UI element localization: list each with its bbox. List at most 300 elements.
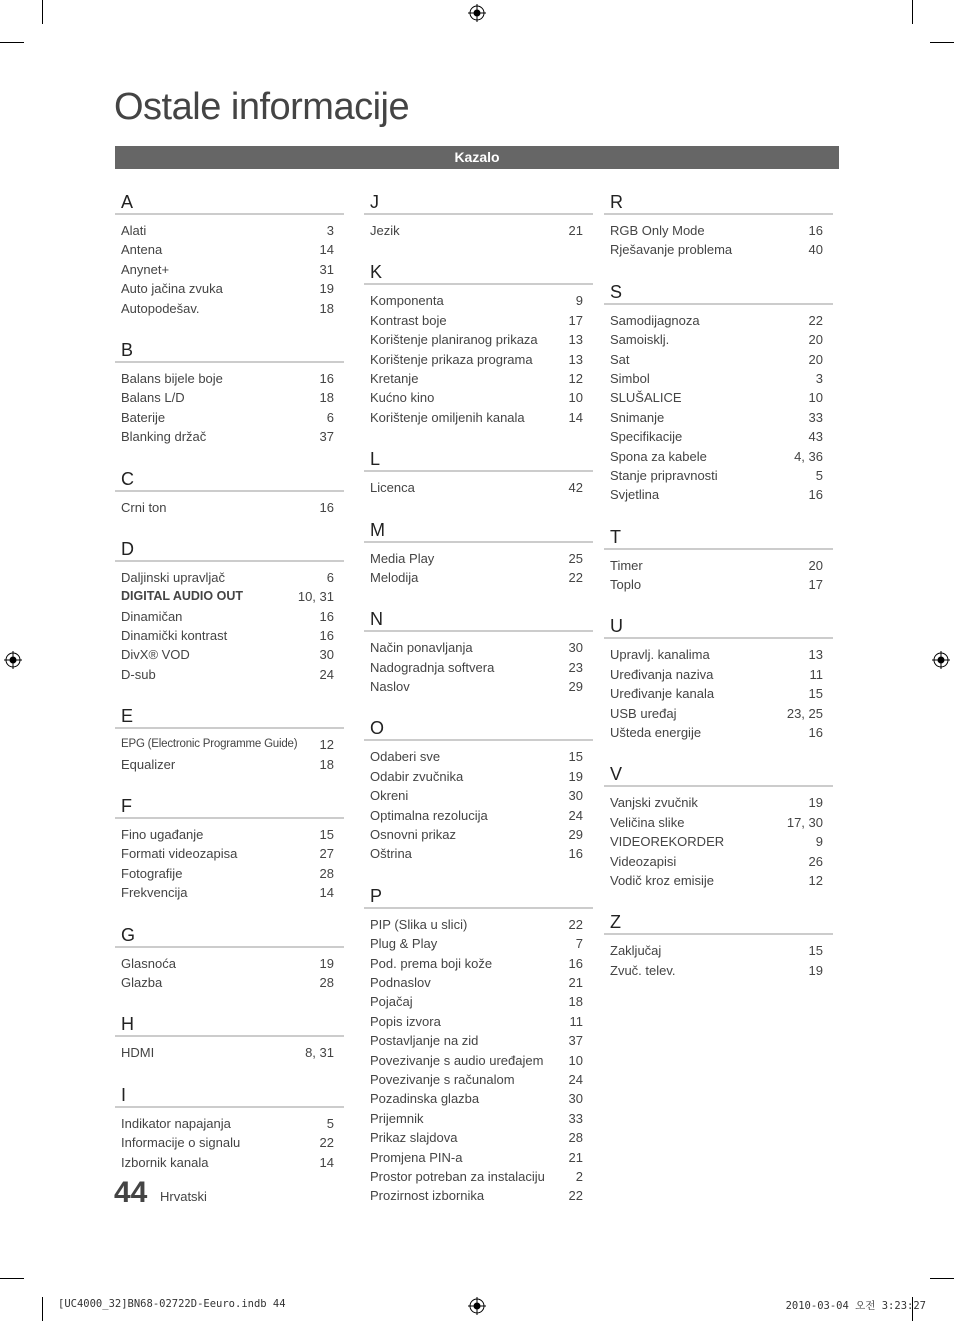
index-entry [364, 1148, 593, 1167]
index-entry [364, 1031, 593, 1050]
index-entry [115, 973, 344, 992]
index-term: Simbol [610, 370, 650, 386]
index-page-ref: 19 [808, 962, 823, 978]
index-term: SLUŠALICE [610, 390, 682, 406]
index-entry [364, 844, 593, 863]
index-page-ref: 37 [568, 1033, 583, 1049]
index-page-ref: 17 [568, 312, 583, 328]
index-term: Jezik [370, 223, 400, 238]
index-page-ref: 18 [319, 756, 334, 772]
index-entry [364, 825, 593, 844]
index-section [604, 525, 833, 595]
registration-mark-icon [4, 651, 22, 669]
index-term: Prozirnost izbornika [370, 1188, 485, 1204]
index-term: Spona za kabele [610, 448, 707, 464]
index-column-1 [115, 190, 344, 1192]
index-term: Nadogradnja softvera [370, 659, 495, 675]
index-term: Balans bijele boje [121, 370, 223, 386]
index-term: Kretanje [370, 370, 419, 386]
index-page-ref: 16 [568, 846, 583, 862]
index-section [604, 762, 833, 890]
index-entry [604, 645, 833, 664]
index-page-ref: 15 [808, 686, 823, 702]
index-term: Formati videozapisa [121, 846, 238, 862]
index-page-ref: 22 [808, 312, 823, 328]
index-page-ref: 15 [568, 749, 583, 765]
index-page-ref: 16 [808, 487, 823, 503]
index-entry [604, 350, 833, 369]
index-entry [604, 408, 833, 427]
index-term: Korištenje planiranog prikaza [370, 332, 538, 348]
index-entry [115, 755, 344, 774]
index-entry [115, 665, 344, 684]
index-page-ref: 16 [319, 370, 334, 386]
index-term: Dinamički kontrast [121, 628, 228, 644]
index-term: Toplo [610, 577, 642, 593]
index-page-ref: 19 [808, 795, 823, 811]
index-term: Svjetlina [610, 487, 660, 503]
index-page-ref: 30 [568, 788, 583, 804]
index-entry [115, 408, 344, 427]
index-page-ref: 28 [319, 865, 334, 881]
index-term: Pojačaj [370, 994, 413, 1010]
index-page-ref: 14 [568, 409, 583, 425]
index-entry [364, 677, 593, 696]
index-term: Glasnoća [121, 955, 176, 971]
index-term: RGB Only Mode [610, 223, 705, 238]
index-term: Frekvencija [121, 885, 188, 901]
index-term: Zaključaj [610, 943, 662, 959]
index-page-ref: 30 [319, 647, 334, 663]
index-entry [115, 954, 344, 973]
index-entry [115, 498, 344, 517]
index-term: Stanje pripravnosti [610, 467, 718, 483]
index-term: Snimanje [610, 409, 665, 425]
index-page-ref: 31 [319, 261, 334, 277]
index-term: Specifikacije [610, 429, 683, 445]
index-term: D-sub [121, 666, 156, 682]
index-letter: O [364, 716, 593, 741]
index-term: Naslov [370, 679, 410, 695]
index-entry [115, 388, 344, 407]
index-term: Popis izvora [370, 1013, 441, 1029]
index-term: Uređivanja naziva [610, 666, 714, 682]
index-page-ref: 16 [319, 628, 334, 644]
index-entry [115, 221, 344, 240]
index-page-ref: 21 [568, 223, 583, 238]
index-term: Pod. prema boji kože [370, 955, 493, 971]
index-entry [604, 813, 833, 832]
index-term: Daljinski upravljač [121, 569, 226, 585]
index-page-ref: 14 [319, 885, 334, 901]
index-page-ref: 13 [808, 647, 823, 663]
index-letter: J [364, 190, 593, 215]
index-term: Melodija [370, 569, 419, 585]
index-term: Korištenje prikaza programa [370, 351, 533, 367]
crop-mark [42, 0, 43, 24]
index-section [364, 607, 593, 696]
index-page-ref: 19 [319, 955, 334, 971]
index-page-ref: 12 [319, 737, 334, 753]
index-entry [604, 556, 833, 575]
index-page-ref: 21 [568, 974, 583, 990]
index-entry [364, 934, 593, 953]
index-entry [115, 883, 344, 902]
index-term: Plug & Play [370, 936, 438, 952]
index-entry [364, 311, 593, 330]
index-entry [364, 221, 593, 240]
index-entry [604, 311, 833, 330]
index-entry [115, 1043, 344, 1062]
index-page-ref: 21 [568, 1149, 583, 1165]
index-page-ref: 11 [569, 1013, 583, 1029]
index-column-2 [364, 190, 593, 1226]
index-term: Fino ugađanje [121, 827, 204, 843]
index-page-ref: 10 [568, 390, 583, 406]
index-entry [364, 806, 593, 825]
index-entry [604, 871, 833, 890]
index-page-ref: 26 [808, 853, 823, 869]
index-entry [364, 786, 593, 805]
index-term: Timer [610, 557, 643, 573]
index-page-ref: 27 [319, 846, 334, 862]
crop-mark [42, 1297, 43, 1321]
index-term: Glazba [121, 974, 163, 990]
index-letter: H [115, 1012, 344, 1037]
index-page-ref: 24 [319, 666, 334, 682]
index-term: Kontrast boje [370, 312, 447, 328]
index-section [604, 280, 833, 505]
index-term: Dinamičan [121, 608, 183, 624]
index-term: Izbornik kanala [121, 1154, 209, 1170]
index-entry [364, 973, 593, 992]
print-slug-left: [UC4000_32]BN68-02722D-Eeuro.indb 44 [58, 1298, 286, 1310]
index-entry [115, 626, 344, 645]
index-page-ref: 28 [319, 974, 334, 990]
index-page-ref: 16 [808, 223, 823, 238]
index-entry [115, 369, 344, 388]
index-page-ref: 23 [568, 659, 583, 675]
index-letter: M [364, 518, 593, 543]
index-entry [604, 330, 833, 349]
index-term: Odaberi sve [370, 749, 441, 765]
index-entry [604, 793, 833, 812]
index-page-ref: 43 [808, 429, 823, 445]
index-entry [364, 1070, 593, 1089]
index-entry [364, 1186, 593, 1205]
index-term: Antena [121, 242, 163, 258]
index-term: Prostor potreban za instalaciju [370, 1168, 545, 1184]
index-page-ref: 22 [568, 1188, 583, 1204]
index-page-ref: 19 [319, 281, 334, 297]
index-entry [604, 704, 833, 723]
index-term: Videozapisi [610, 853, 677, 869]
index-page-ref: 11 [809, 666, 823, 682]
index-page-ref: 16 [808, 725, 823, 741]
index-page-ref: 29 [568, 827, 583, 843]
index-page-ref: 3 [326, 223, 334, 238]
index-section [364, 447, 593, 497]
index-term: Povezivanje s audio uređajem [370, 1052, 544, 1068]
index-page-ref: 3 [815, 370, 823, 386]
index-column-3 [604, 190, 833, 1000]
index-letter: P [364, 884, 593, 909]
index-page-ref: 13 [568, 351, 583, 367]
index-term: Alati [121, 223, 147, 238]
index-page-ref: 16 [568, 955, 583, 971]
index-entry [604, 447, 833, 466]
index-section [115, 338, 344, 447]
index-term: Autopodešav. [121, 300, 200, 316]
index-letter: D [115, 537, 344, 562]
index-entry [115, 568, 344, 587]
index-page-ref: 12 [808, 872, 823, 888]
index-page-ref: 40 [808, 242, 823, 258]
index-page-ref: 18 [568, 994, 583, 1010]
index-entry [364, 1128, 593, 1147]
index-entry [364, 915, 593, 934]
index-page-ref: 30 [568, 640, 583, 656]
registration-mark-icon [932, 651, 950, 669]
index-section [364, 190, 593, 240]
index-entry [604, 388, 833, 407]
crop-mark [930, 42, 954, 43]
index-entry [604, 466, 833, 485]
index-section [115, 1083, 344, 1172]
index-page-ref: 10 [808, 390, 823, 406]
index-section [364, 260, 593, 427]
index-term: VIDEOREKORDER [610, 834, 725, 850]
index-term: Auto jačina zvuka [121, 281, 223, 297]
crop-mark [930, 1278, 954, 1279]
index-entry [604, 832, 833, 851]
index-page-ref: 13 [568, 332, 583, 348]
index-letter: E [115, 704, 344, 729]
index-entry [364, 388, 593, 407]
index-letter: K [364, 260, 593, 285]
index-entry [604, 665, 833, 684]
index-term: Vodič kroz emisije [610, 872, 715, 888]
index-term: Vanjski zvučnik [610, 795, 698, 811]
index-entry [604, 723, 833, 742]
index-term: Korištenje omiljenih kanala [370, 409, 525, 425]
index-entry [115, 825, 344, 844]
index-page-ref: 22 [568, 916, 583, 932]
index-term: Media Play [370, 550, 435, 566]
index-term: Optimalna rezolucija [370, 807, 488, 823]
index-entry [364, 638, 593, 657]
index-term: Rješavanje problema [610, 242, 733, 258]
index-entry [364, 369, 593, 388]
index-page-ref: 17, 30 [786, 814, 823, 830]
index-entry [364, 1051, 593, 1070]
crop-mark [0, 42, 24, 43]
index-letter: V [604, 762, 833, 787]
index-page-ref: 24 [568, 807, 583, 823]
index-term: Promjena PIN-a [370, 1149, 463, 1165]
index-section [115, 467, 344, 517]
index-term: Zvuč. telev. [610, 962, 676, 978]
index-page-ref: 18 [319, 300, 334, 316]
index-entry [364, 1089, 593, 1108]
index-page-ref: 9 [575, 293, 583, 309]
registration-mark-icon [468, 1297, 486, 1315]
index-page-ref: 19 [568, 768, 583, 784]
index-entry [115, 1114, 344, 1133]
index-section [115, 704, 344, 774]
index-entry [364, 1012, 593, 1031]
index-entry [604, 485, 833, 504]
index-section [115, 794, 344, 903]
index-letter: I [115, 1083, 344, 1108]
index-entry [364, 549, 593, 568]
index-page-ref: 5 [326, 1115, 334, 1131]
print-slug-right: 2010-03-04 오전 3:23:27 [785, 1300, 926, 1312]
index-term: Povezivanje s računalom [370, 1071, 515, 1087]
index-term: Uređivanje kanala [610, 686, 715, 702]
index-entry [115, 645, 344, 664]
index-page-ref: 24 [568, 1071, 583, 1087]
index-entry [364, 1167, 593, 1186]
index-page-ref: 25 [568, 550, 583, 566]
index-page-ref: 33 [568, 1110, 583, 1126]
index-entry [604, 575, 833, 594]
index-section [604, 910, 833, 980]
index-entry [604, 369, 833, 388]
index-entry [115, 299, 344, 318]
index-entry [604, 961, 833, 980]
index-entry [364, 747, 593, 766]
index-term: Licenca [370, 480, 415, 496]
index-entry [604, 941, 833, 960]
index-term: Način ponavljanja [370, 640, 473, 656]
index-section [604, 614, 833, 742]
index-entry [604, 427, 833, 446]
index-term: Anynet+ [121, 261, 170, 277]
index-entry [115, 279, 344, 298]
index-page-ref: 16 [319, 608, 334, 624]
index-term: Sat [610, 351, 630, 367]
index-term: Veličina slike [610, 814, 685, 830]
index-entry [364, 568, 593, 587]
index-entry [115, 427, 344, 446]
index-letter: N [364, 607, 593, 632]
index-letter: L [364, 447, 593, 472]
index-page-ref: 14 [319, 1154, 334, 1170]
index-page-ref: 15 [319, 827, 334, 843]
index-term: Balans L/D [121, 390, 185, 406]
index-letter: Z [604, 910, 833, 935]
index-term: Kućno kino [370, 390, 435, 406]
index-section [115, 923, 344, 993]
index-term: USB uređaj [610, 705, 677, 721]
index-term: Samodijagnoza [610, 312, 700, 328]
index-term: Baterije [121, 409, 166, 425]
index-page-ref: 20 [808, 557, 823, 573]
language-label: Hrvatski [160, 1189, 207, 1204]
index-page-ref: 22 [568, 569, 583, 585]
index-entry [115, 240, 344, 259]
index-page-ref: 4, 36 [794, 448, 823, 464]
index-term: Equalizer [121, 756, 176, 772]
index-entry [604, 852, 833, 871]
section-banner: Kazalo [115, 146, 839, 169]
index-page-ref: 14 [319, 242, 334, 258]
index-letter: B [115, 338, 344, 363]
index-letter: T [604, 525, 833, 550]
index-entry [115, 260, 344, 279]
index-page-ref: 7 [575, 936, 583, 952]
index-term: Komponenta [370, 293, 444, 309]
index-page-ref: 9 [815, 834, 823, 850]
index-term: Indikator napajanja [121, 1115, 231, 1131]
index-term: Fotografije [121, 865, 183, 881]
index-term: Prijemnik [370, 1110, 424, 1126]
index-entry [604, 684, 833, 703]
index-term: Informacije o signalu [121, 1135, 241, 1151]
index-page-ref: 20 [808, 332, 823, 348]
index-page-ref: 33 [808, 409, 823, 425]
index-entry [115, 607, 344, 626]
index-letter: R [604, 190, 833, 215]
index-term: Okreni [370, 788, 409, 804]
index-term: Pozadinska glazba [370, 1091, 480, 1107]
index-term: Upravlj. kanalima [610, 647, 710, 663]
index-page-ref: 20 [808, 351, 823, 367]
index-entry [604, 240, 833, 259]
index-entry [115, 844, 344, 863]
index-page-ref: 30 [568, 1091, 583, 1107]
index-page-ref: 17 [808, 577, 823, 593]
index-term: Podnaslov [370, 974, 431, 990]
index-entry [115, 864, 344, 883]
index-section [364, 884, 593, 1206]
index-page-ref: 15 [808, 943, 823, 959]
index-page-ref: 12 [568, 370, 583, 386]
index-term: DivX® VOD [121, 647, 190, 663]
index-entry [115, 735, 344, 754]
page-title: Ostale informacije [114, 86, 410, 128]
index-page-ref: 37 [319, 429, 334, 445]
index-entry [364, 767, 593, 786]
index-section [364, 716, 593, 863]
index-entry [115, 587, 344, 606]
index-page-ref: 2 [575, 1168, 583, 1184]
index-letter: C [115, 467, 344, 492]
index-page-ref: 6 [326, 409, 334, 425]
index-term: Samoisklj. [610, 332, 670, 348]
index-section [115, 190, 344, 318]
index-page-ref: 16 [319, 499, 334, 515]
index-term: Ušteda energije [610, 725, 702, 741]
index-entry [115, 1133, 344, 1152]
index-section [115, 537, 344, 684]
index-page-ref: 18 [319, 390, 334, 406]
index-letter: G [115, 923, 344, 948]
index-term: EPG (Electronic Programme Guide) [121, 738, 298, 751]
index-entry [364, 408, 593, 427]
index-letter: A [115, 190, 344, 215]
index-section [604, 190, 833, 260]
page-number: 44 [114, 1176, 148, 1209]
index-entry [364, 992, 593, 1011]
index-entry [364, 658, 593, 677]
index-entry [115, 1153, 344, 1172]
index-page-ref: 42 [568, 480, 583, 496]
index-page-ref: 6 [326, 569, 334, 585]
index-page-ref: 22 [319, 1135, 334, 1151]
index-letter: U [604, 614, 833, 639]
